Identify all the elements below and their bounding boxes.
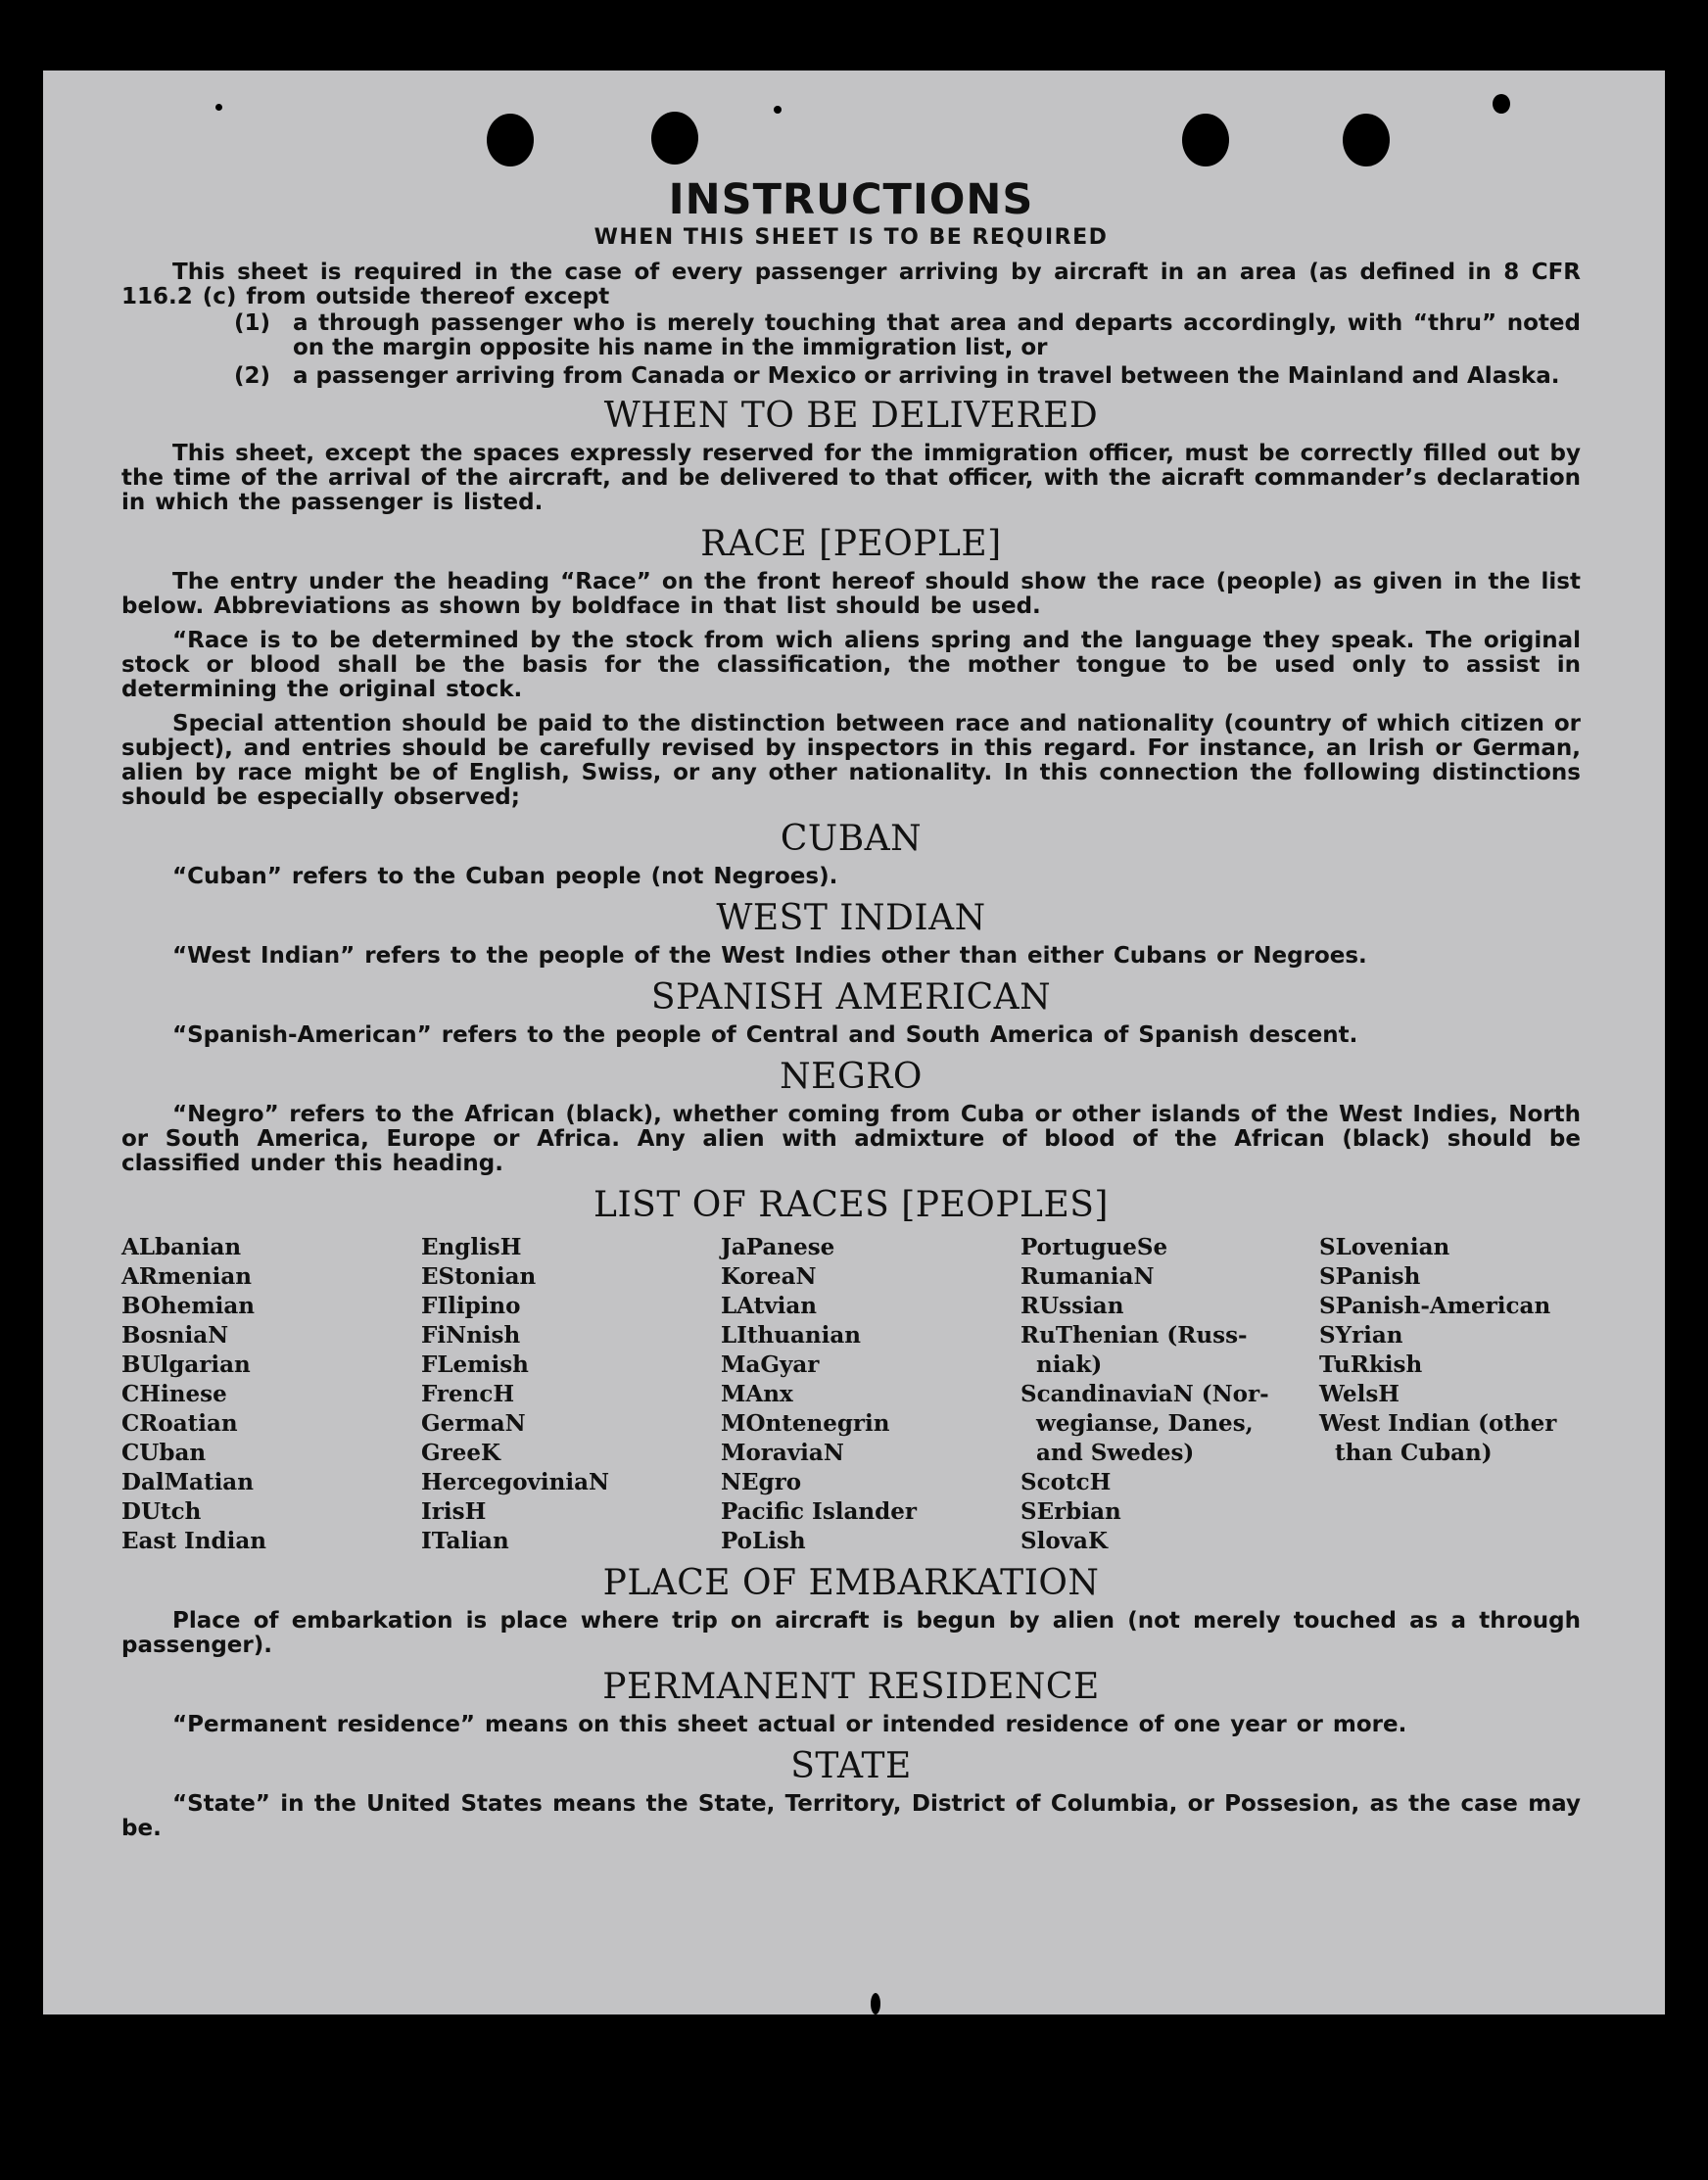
race-column bbox=[421, 1233, 721, 1556]
race-entry: PortugueSe bbox=[1020, 1234, 1168, 1260]
race-entry: SYrian bbox=[1319, 1322, 1403, 1349]
race-entry: SlovaK bbox=[1020, 1528, 1108, 1554]
punch-hole bbox=[1182, 114, 1229, 166]
race-entry: MAnx bbox=[721, 1381, 793, 1407]
section-heading-residence: PERMANENT RESIDENCE bbox=[602, 1667, 1100, 1707]
section-heading-state: STATE bbox=[790, 1746, 912, 1786]
race-entry: WelsH bbox=[1319, 1381, 1400, 1407]
race-entry: CHinese bbox=[121, 1381, 227, 1407]
race-entry: ScotcH bbox=[1020, 1469, 1112, 1495]
race-entry: ALbanian bbox=[121, 1234, 242, 1260]
race-entry: BUlgarian bbox=[121, 1351, 251, 1378]
residence-text: “Permanent residence” means on this sheet actual or intended residence of one year or more. bbox=[172, 1712, 1407, 1737]
punch-hole bbox=[487, 114, 534, 166]
race-text: The entry under the heading “Race” on the front hereof should show the race (people) as given in the list below. Abbreviations as shown by bbox=[121, 569, 1581, 619]
race-entry: MaGyar bbox=[721, 1351, 820, 1378]
spanish-american-text: “Spanish-American” refers to the people of Central and South America of Spanish descent. bbox=[172, 1022, 1358, 1048]
race-entry: ARmenian bbox=[121, 1263, 253, 1290]
race-entry: ScandinaviaN (Nor- bbox=[1020, 1381, 1269, 1407]
section-heading-list-of-races: LIST OF RACES [PEOPLES] bbox=[593, 1185, 1109, 1225]
race-entry: HercegoviniaN bbox=[421, 1469, 610, 1495]
race-paragraph-3: Special attention should be paid to the distinction between race and nationality (country of which citizen or subject), and entries should be carefully revised by inspectors in this regard. For instance, an Irish or German, alien by race might be of English, Swiss, or any other nationality. In this connection the following distinctions should be especially observed; bbox=[121, 711, 1581, 810]
race-entry: GreeK bbox=[421, 1440, 501, 1466]
race-entry: CUban bbox=[121, 1440, 207, 1466]
race-entry: RumaniaN bbox=[1020, 1263, 1155, 1290]
punch-hole bbox=[651, 112, 698, 165]
embarkation-text: Place of embarkation is place where trip on aircraft is begun by alien (not merely touched as a through passenger). bbox=[121, 1608, 1581, 1658]
race-entry: than Cuban) bbox=[1319, 1440, 1493, 1466]
ink-speck bbox=[1493, 94, 1510, 114]
section-heading-negro: NEGRO bbox=[780, 1057, 923, 1097]
exception-item bbox=[121, 311, 1581, 360]
race-entry: EStonian bbox=[421, 1263, 537, 1290]
race-column bbox=[121, 1233, 421, 1556]
page-subtitle: WHEN THIS SHEET IS TO BE REQUIRED bbox=[593, 225, 1109, 250]
exception-number: (2) bbox=[234, 363, 271, 389]
race-entry: LIthuanian bbox=[721, 1322, 861, 1349]
race-entry: DalMatian bbox=[121, 1469, 254, 1495]
race-entry: EnglisH bbox=[421, 1234, 522, 1260]
race-entry: RUssian bbox=[1020, 1293, 1124, 1319]
race-paragraph-1 bbox=[121, 570, 1581, 619]
race-entry: CRoatian bbox=[121, 1410, 238, 1437]
ink-speck bbox=[871, 1993, 880, 2014]
race-entry: BosniaN bbox=[121, 1322, 229, 1349]
west-indian-text: “West Indian” refers to the people of the West Indies other than either Cubans or Negroes. bbox=[172, 943, 1367, 969]
document-sheet bbox=[43, 71, 1665, 2014]
boldface-word: boldface bbox=[571, 593, 681, 619]
punch-hole bbox=[1343, 114, 1390, 166]
ink-speck bbox=[215, 104, 222, 111]
race-entry: JaPanese bbox=[721, 1234, 835, 1260]
race-entry: MoraviaN bbox=[721, 1440, 844, 1466]
race-entry: East Indian bbox=[121, 1528, 266, 1554]
race-entry: FIlipino bbox=[421, 1293, 521, 1319]
race-entry: SPanish bbox=[1319, 1263, 1421, 1290]
race-entry: IrisH bbox=[421, 1498, 487, 1525]
race-entry: niak) bbox=[1020, 1351, 1103, 1378]
section-heading-embarkation: PLACE OF EMBARKATION bbox=[602, 1563, 1100, 1603]
exception-text: a through passenger who is merely touching that area and departs accordingly, with “thru” noted on the margin opposite his name in the immigration list, or bbox=[293, 310, 1581, 360]
section-heading-race: RACE [PEOPLE] bbox=[700, 524, 1002, 564]
race-entry: FLemish bbox=[421, 1351, 529, 1378]
section-heading-west-indian: WEST INDIAN bbox=[716, 898, 986, 938]
exception-number: (1) bbox=[234, 310, 271, 336]
race-entry: SErbian bbox=[1020, 1498, 1121, 1525]
race-text: in that list should be used. bbox=[680, 593, 1041, 619]
delivered-text: This sheet, except the spaces expressly reserved for the immigration officer, must be correctly filled out by the time of the arrival of the aircraft, and be delivered to that officer, with the aicraft commander’s declaration in which the passenger is listed. bbox=[121, 441, 1581, 515]
race-entry: BOhemian bbox=[121, 1293, 255, 1319]
race-entry: LAtvian bbox=[721, 1293, 817, 1319]
exception-item bbox=[121, 364, 1581, 389]
cuban-text: “Cuban” refers to the Cuban people (not Negroes). bbox=[172, 864, 838, 889]
required-intro: This sheet is required in the case of every passenger arriving by aircraft in an area (as defined in 8 CFR 116.2 (c) from outside thereof except bbox=[121, 260, 1581, 309]
race-entry: West Indian (other bbox=[1319, 1410, 1557, 1437]
exception-text: a passenger arriving from Canada or Mexico or arriving in travel between the Mainland and Alaska. bbox=[293, 363, 1560, 389]
race-entry: DUtch bbox=[121, 1498, 202, 1525]
section-heading-delivered: WHEN TO BE DELIVERED bbox=[603, 396, 1099, 436]
race-entry: GermaN bbox=[421, 1410, 526, 1437]
race-column bbox=[1319, 1233, 1581, 1556]
race-column bbox=[721, 1233, 1020, 1556]
race-entry: SPanish-American bbox=[1319, 1293, 1551, 1319]
race-entry: NEgro bbox=[721, 1469, 802, 1495]
race-entry: wegianse, Danes, bbox=[1020, 1410, 1254, 1437]
race-entry: KoreaN bbox=[721, 1263, 817, 1290]
race-entry: MOntenegrin bbox=[721, 1410, 890, 1437]
race-entry: SLovenian bbox=[1319, 1234, 1450, 1260]
negro-text: “Negro” refers to the African (black), whether coming from Cuba or other islands of the West Indies, North or South America, Europe or Africa. Any alien with admixture of blood of the African (black) should be classified under this heading. bbox=[121, 1102, 1581, 1176]
race-entry: FiNnish bbox=[421, 1322, 521, 1349]
race-entry: RuThenian (Russ- bbox=[1020, 1322, 1248, 1349]
race-entry: and Swedes) bbox=[1020, 1440, 1195, 1466]
race-entry: ITalian bbox=[421, 1528, 509, 1554]
race-entry: TuRkish bbox=[1319, 1351, 1423, 1378]
race-column bbox=[1020, 1233, 1319, 1556]
race-entry: Pacific Islander bbox=[721, 1498, 917, 1525]
state-text: “State” in the United States means the State, Territory, District of Columbia, or Possesion, as the case may be. bbox=[121, 1791, 1581, 1841]
page-title: INSTRUCTIONS bbox=[668, 175, 1034, 224]
race-entry: FrencH bbox=[421, 1381, 515, 1407]
ink-speck bbox=[774, 106, 782, 114]
race-paragraph-2: “Race is to be determined by the stock from wich aliens spring and the language they speak. The original stock or blood shall be the basis for the classification, the mother tongue to be used only to assist in determining the original stock. bbox=[121, 628, 1581, 702]
section-heading-cuban: CUBAN bbox=[780, 819, 923, 859]
section-heading-spanish-american: SPANISH AMERICAN bbox=[650, 977, 1052, 1018]
race-entry: PoLish bbox=[721, 1528, 806, 1554]
instructions-content bbox=[121, 176, 1581, 1851]
races-list bbox=[121, 1233, 1581, 1556]
